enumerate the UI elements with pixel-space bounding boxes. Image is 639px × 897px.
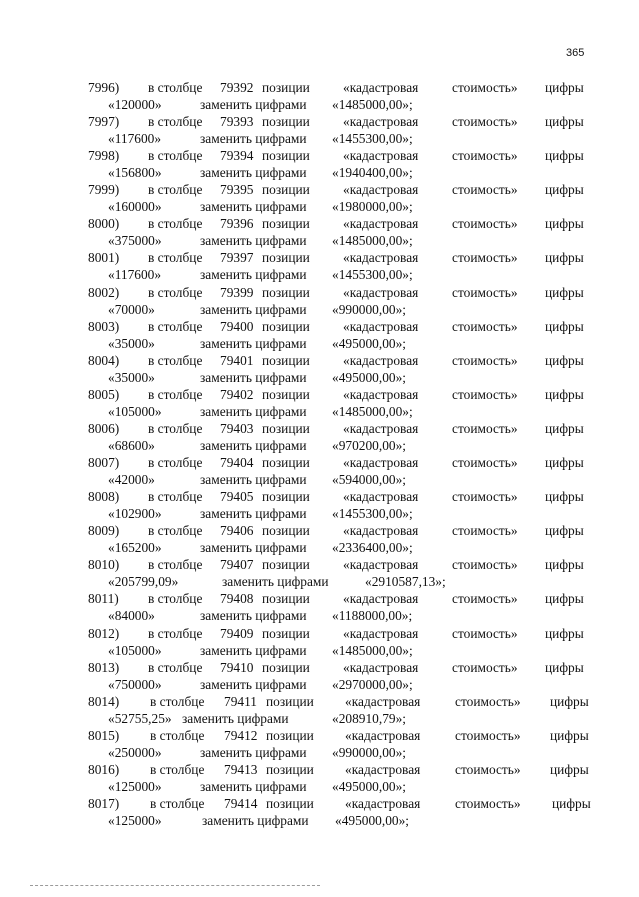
new-value: «1485000,00»; xyxy=(332,97,413,112)
item-number: 7996) xyxy=(88,80,120,95)
field-name: «кадастровая xyxy=(345,795,421,811)
column-code: 79392 xyxy=(220,80,254,95)
old-value: «125000» xyxy=(108,778,162,794)
field-name-end: стоимость» xyxy=(452,523,518,539)
field-name-end: стоимость» xyxy=(452,352,518,368)
field-name: «кадастровая xyxy=(343,557,419,573)
field-name-end: стоимость» xyxy=(455,727,521,743)
digits-word: цифры xyxy=(550,727,589,743)
position-word: позиции xyxy=(262,557,310,573)
amendment-item xyxy=(0,284,639,318)
field-name-end: стоимость» xyxy=(452,386,518,402)
new-value: «990000,00»; xyxy=(332,744,407,760)
field-name-end: стоимость» xyxy=(452,114,518,130)
replace-phrase: заменить цифрами xyxy=(200,369,307,385)
position-word: позиции xyxy=(262,250,310,266)
digits-word: цифры xyxy=(545,114,584,130)
new-value: «495000,00»; xyxy=(332,369,407,385)
digits-word: цифры xyxy=(545,420,584,436)
amendment-item xyxy=(0,795,639,829)
amendment-item xyxy=(0,420,639,454)
replace-phrase: заменить цифрами xyxy=(200,778,307,794)
new-value: «990000,00»; xyxy=(332,301,407,317)
new-value: «495000,00»; xyxy=(335,812,410,828)
field-name: «кадастровая xyxy=(343,625,419,641)
column-phrase: в столбце xyxy=(148,386,203,402)
column-code: 79404 xyxy=(220,455,254,471)
digits-word: цифры xyxy=(545,80,584,95)
field-name: «кадастровая xyxy=(343,659,419,675)
digits-word: цифры xyxy=(545,659,584,675)
item-number: 7999) xyxy=(88,182,120,198)
amendment-item xyxy=(0,113,639,147)
old-value: «117600» xyxy=(108,267,162,283)
new-value: «495000,00»; xyxy=(332,778,407,794)
digits-word: цифры xyxy=(545,284,584,300)
amendment-item xyxy=(0,556,639,590)
replace-phrase: заменить цифрами xyxy=(200,403,307,419)
column-code: 79403 xyxy=(220,420,254,436)
field-name: «кадастровая xyxy=(343,420,419,436)
new-value: «1188000,00»; xyxy=(332,608,413,624)
item-number: 7997) xyxy=(88,114,120,130)
field-name: «кадастровая xyxy=(343,489,419,505)
column-phrase: в столбце xyxy=(148,318,203,334)
field-name: «кадастровая xyxy=(343,182,419,198)
new-value: «1940400,00»; xyxy=(332,165,413,181)
amendment-item xyxy=(0,181,639,215)
field-name: «кадастровая xyxy=(343,216,419,232)
replace-phrase: заменить цифрами xyxy=(200,131,307,147)
column-phrase: в столбце xyxy=(148,182,203,198)
field-name-end: стоимость» xyxy=(452,659,518,675)
item-number: 8015) xyxy=(88,727,120,743)
field-name-end: стоимость» xyxy=(452,182,518,198)
position-word: позиции xyxy=(262,386,310,402)
amendment-item xyxy=(0,590,639,624)
item-number: 8016) xyxy=(88,761,120,777)
item-number: 8000) xyxy=(88,216,120,232)
position-word: позиции xyxy=(262,591,310,607)
column-code: 79412 xyxy=(224,727,258,743)
old-value: «35000» xyxy=(108,335,155,351)
replace-phrase: заменить цифрами xyxy=(200,267,307,283)
old-value: «117600» xyxy=(108,131,162,147)
item-number: 8011) xyxy=(88,591,119,607)
replace-phrase: заменить цифрами xyxy=(200,165,307,181)
item-number: 8012) xyxy=(88,625,120,641)
field-name-end: стоимость» xyxy=(452,284,518,300)
replace-phrase: заменить цифрами xyxy=(200,540,307,556)
field-name: «кадастровая xyxy=(343,148,419,164)
digits-word: цифры xyxy=(545,523,584,539)
field-name-end: стоимость» xyxy=(452,216,518,232)
column-code: 79405 xyxy=(220,489,254,505)
item-number: 8004) xyxy=(88,352,120,368)
item-number: 8003) xyxy=(88,318,120,334)
column-code: 79411 xyxy=(224,693,257,709)
digits-word: цифры xyxy=(545,148,584,164)
column-phrase: в столбце xyxy=(148,284,203,300)
new-value: «1455300,00»; xyxy=(332,131,413,147)
old-value: «375000» xyxy=(108,233,162,249)
old-value: «205799,09» xyxy=(108,574,179,590)
new-value: «208910,79»; xyxy=(332,710,407,726)
column-phrase: в столбце xyxy=(148,250,203,266)
old-value: «70000» xyxy=(108,301,155,317)
new-value: «1455300,00»; xyxy=(332,506,413,522)
amendment-item xyxy=(0,249,639,283)
column-code: 79401 xyxy=(220,352,254,368)
column-phrase: в столбце xyxy=(148,659,203,675)
replace-phrase: заменить цифрами xyxy=(182,710,289,726)
position-word: позиции xyxy=(262,80,310,95)
amendment-item xyxy=(0,318,639,352)
item-number: 8006) xyxy=(88,420,120,436)
field-name: «кадастровая xyxy=(343,80,419,95)
field-name-end: стоимость» xyxy=(452,318,518,334)
column-code: 79413 xyxy=(224,761,258,777)
field-name-end: стоимость» xyxy=(452,455,518,471)
digits-word: цифры xyxy=(552,795,591,811)
column-code: 79409 xyxy=(220,625,254,641)
position-word: позиции xyxy=(262,318,310,334)
column-phrase: в столбце xyxy=(150,727,205,743)
position-word: позиции xyxy=(262,284,310,300)
column-phrase: в столбце xyxy=(148,420,203,436)
position-word: позиции xyxy=(262,523,310,539)
digits-word: цифры xyxy=(545,352,584,368)
digits-word: цифры xyxy=(545,557,584,573)
amendment-item xyxy=(0,79,639,113)
position-word: позиции xyxy=(262,420,310,436)
old-value: «52755,25» xyxy=(108,710,172,726)
digits-word: цифры xyxy=(545,250,584,266)
field-name: «кадастровая xyxy=(345,693,421,709)
field-name: «кадастровая xyxy=(343,318,419,334)
new-value: «1485000,00»; xyxy=(332,233,413,249)
item-number: 8010) xyxy=(88,557,120,573)
old-value: «125000» xyxy=(108,812,162,828)
column-code: 79414 xyxy=(224,795,258,811)
new-value: «1980000,00»; xyxy=(332,199,413,215)
amendment-item xyxy=(0,625,639,659)
digits-word: цифры xyxy=(545,216,584,232)
replace-phrase: заменить цифрами xyxy=(200,335,307,351)
new-value: «2910587,13»; xyxy=(365,574,446,590)
position-word: позиции xyxy=(262,625,310,641)
new-value: «594000,00»; xyxy=(332,472,407,488)
column-phrase: в столбце xyxy=(148,557,203,573)
field-name: «кадастровая xyxy=(343,386,419,402)
field-name-end: стоимость» xyxy=(452,489,518,505)
field-name-end: стоимость» xyxy=(452,591,518,607)
replace-phrase: заменить цифрами xyxy=(200,97,307,112)
field-name: «кадастровая xyxy=(345,727,421,743)
replace-phrase: заменить цифрами xyxy=(200,608,307,624)
amendment-item xyxy=(0,761,639,795)
item-number: 8013) xyxy=(88,659,120,675)
amendment-item xyxy=(0,454,639,488)
old-value: «750000» xyxy=(108,676,162,692)
digits-word: цифры xyxy=(545,455,584,471)
field-name: «кадастровая xyxy=(343,455,419,471)
old-value: «165200» xyxy=(108,540,162,556)
column-phrase: в столбце xyxy=(148,216,203,232)
amendment-item xyxy=(0,522,639,556)
item-number: 8007) xyxy=(88,455,120,471)
digits-word: цифры xyxy=(545,625,584,641)
column-phrase: в столбце xyxy=(148,148,203,164)
new-value: «2336400,00»; xyxy=(332,540,413,556)
replace-phrase: заменить цифрами xyxy=(202,812,309,828)
item-number: 8014) xyxy=(88,693,120,709)
item-number: 8009) xyxy=(88,523,120,539)
field-name: «кадастровая xyxy=(343,523,419,539)
new-value: «1485000,00»; xyxy=(332,403,413,419)
column-code: 79396 xyxy=(220,216,254,232)
column-code: 79402 xyxy=(220,386,254,402)
old-value: «68600» xyxy=(108,437,155,453)
replace-phrase: заменить цифрами xyxy=(200,472,307,488)
new-value: «1455300,00»; xyxy=(332,267,413,283)
field-name: «кадастровая xyxy=(345,761,421,777)
position-word: позиции xyxy=(262,182,310,198)
column-code: 79407 xyxy=(220,557,254,573)
field-name-end: стоимость» xyxy=(452,148,518,164)
digits-word: цифры xyxy=(545,489,584,505)
replace-phrase: заменить цифрами xyxy=(200,233,307,249)
column-code: 79393 xyxy=(220,114,254,130)
column-phrase: в столбце xyxy=(148,591,203,607)
position-word: позиции xyxy=(262,352,310,368)
position-word: позиции xyxy=(262,216,310,232)
item-number: 8008) xyxy=(88,489,120,505)
old-value: «250000» xyxy=(108,744,162,760)
new-value: «1485000,00»; xyxy=(332,642,413,658)
amendment-item xyxy=(0,659,639,693)
old-value: «156800» xyxy=(108,165,162,181)
column-phrase: в столбце xyxy=(148,625,203,641)
field-name-end: стоимость» xyxy=(452,80,518,95)
replace-phrase: заменить цифрами xyxy=(200,744,307,760)
column-phrase: в столбце xyxy=(150,795,205,811)
new-value: «495000,00»; xyxy=(332,335,407,351)
field-name: «кадастровая xyxy=(343,114,419,130)
old-value: «102900» xyxy=(108,506,162,522)
field-name: «кадастровая xyxy=(343,352,419,368)
digits-word: цифры xyxy=(545,318,584,334)
old-value: «105000» xyxy=(108,642,162,658)
replace-phrase: заменить цифрами xyxy=(222,574,329,590)
amendment-item xyxy=(0,693,639,727)
amendment-item xyxy=(0,386,639,420)
replace-phrase: заменить цифрами xyxy=(200,437,307,453)
column-phrase: в столбце xyxy=(150,761,205,777)
new-value: «970200,00»; xyxy=(332,437,407,453)
column-phrase: в столбце xyxy=(148,352,203,368)
digits-word: цифры xyxy=(545,591,584,607)
position-word: позиции xyxy=(266,693,314,709)
old-value: «84000» xyxy=(108,608,155,624)
digits-word: цифры xyxy=(545,182,584,198)
item-number: 8005) xyxy=(88,386,120,402)
amendment-item xyxy=(0,727,639,761)
position-word: позиции xyxy=(262,659,310,675)
field-name-end: стоимость» xyxy=(452,557,518,573)
field-name-end: стоимость» xyxy=(455,693,521,709)
column-phrase: в столбце xyxy=(148,114,203,130)
item-number: 7998) xyxy=(88,148,120,164)
column-code: 79410 xyxy=(220,659,254,675)
position-word: позиции xyxy=(262,489,310,505)
column-phrase: в столбце xyxy=(148,523,203,539)
amendment-item xyxy=(0,147,639,181)
replace-phrase: заменить цифрами xyxy=(200,506,307,522)
old-value: «160000» xyxy=(108,199,162,215)
column-code: 79397 xyxy=(220,250,254,266)
column-code: 79408 xyxy=(220,591,254,607)
field-name-end: стоимость» xyxy=(455,795,521,811)
new-value: «2970000,00»; xyxy=(332,676,413,692)
column-phrase: в столбце xyxy=(148,455,203,471)
old-value: «105000» xyxy=(108,403,162,419)
column-code: 79406 xyxy=(220,523,254,539)
position-word: позиции xyxy=(262,114,310,130)
amendment-list xyxy=(0,79,639,829)
replace-phrase: заменить цифрами xyxy=(200,199,307,215)
page-number: 365 xyxy=(566,47,585,59)
digits-word: цифры xyxy=(550,693,589,709)
amendment-item xyxy=(0,488,639,522)
column-phrase: в столбце xyxy=(150,693,205,709)
field-name-end: стоимость» xyxy=(452,625,518,641)
item-number: 8017) xyxy=(88,795,120,811)
old-value: «42000» xyxy=(108,472,155,488)
item-number: 8002) xyxy=(88,284,120,300)
field-name-end: стоимость» xyxy=(452,420,518,436)
column-code: 79395 xyxy=(220,182,254,198)
column-code: 79400 xyxy=(220,318,254,334)
amendment-item xyxy=(0,352,639,386)
field-name-end: стоимость» xyxy=(452,250,518,266)
position-word: позиции xyxy=(266,795,314,811)
column-code: 79394 xyxy=(220,148,254,164)
field-name-end: стоимость» xyxy=(455,761,521,777)
column-phrase: в столбце xyxy=(148,489,203,505)
old-value: «120000» xyxy=(108,97,162,112)
field-name: «кадастровая xyxy=(343,591,419,607)
position-word: позиции xyxy=(266,727,314,743)
replace-phrase: заменить цифрами xyxy=(200,301,307,317)
digits-word: цифры xyxy=(545,386,584,402)
column-code: 79399 xyxy=(220,284,254,300)
replace-phrase: заменить цифрами xyxy=(200,642,307,658)
field-name: «кадастровая xyxy=(343,250,419,266)
item-number: 8001) xyxy=(88,250,120,266)
amendment-item xyxy=(0,215,639,249)
position-word: позиции xyxy=(266,761,314,777)
position-word: позиции xyxy=(262,148,310,164)
column-phrase: в столбце xyxy=(148,80,203,95)
position-word: позиции xyxy=(262,455,310,471)
digits-word: цифры xyxy=(550,761,589,777)
footer-separator xyxy=(30,885,320,886)
replace-phrase: заменить цифрами xyxy=(200,676,307,692)
old-value: «35000» xyxy=(108,369,155,385)
field-name: «кадастровая xyxy=(343,284,419,300)
